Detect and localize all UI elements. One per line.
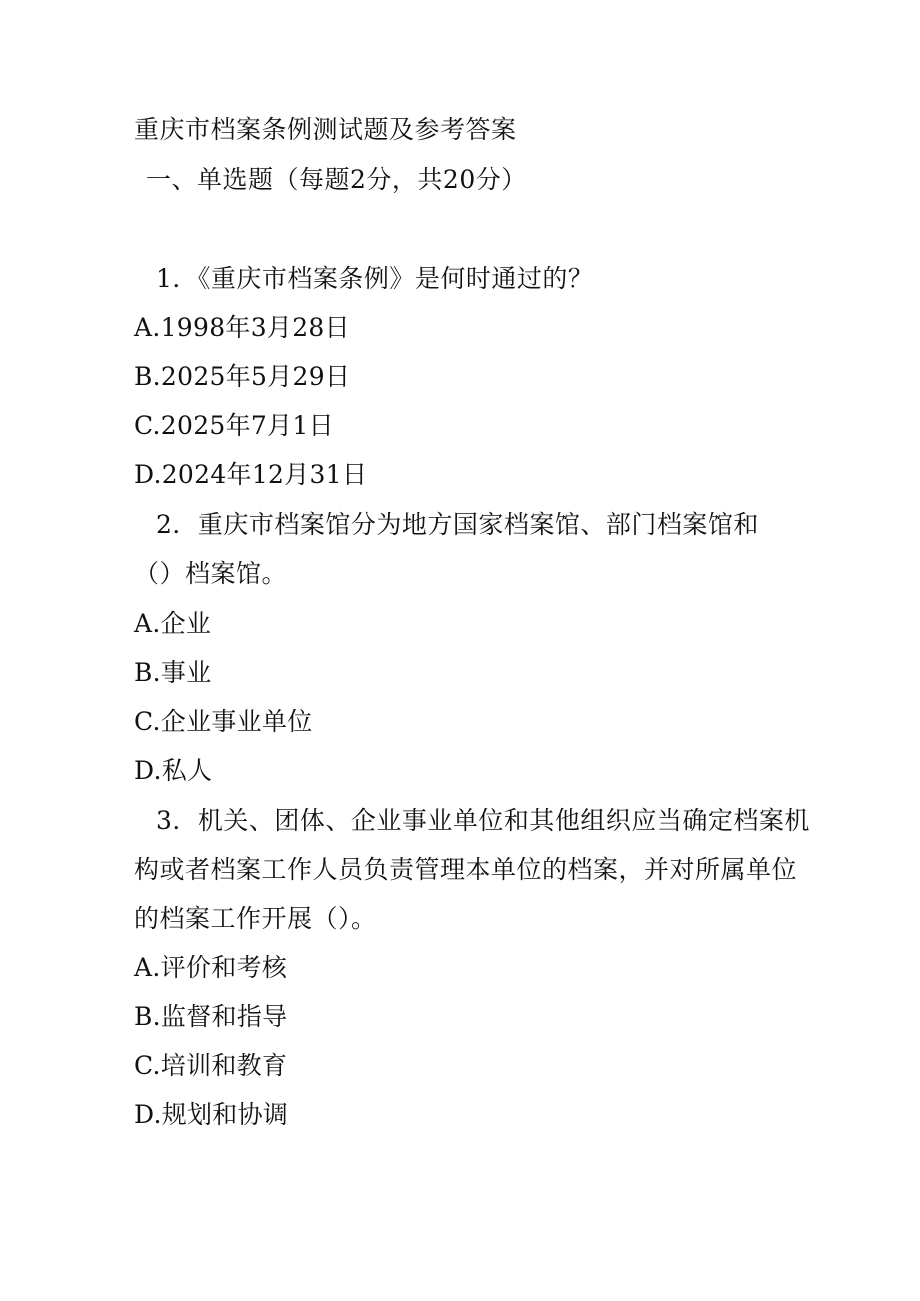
question-2-option-b: B.事业 (134, 658, 212, 687)
question-3-option-a: A.评价和考核 (134, 953, 288, 982)
section-heading: 一、单选题（每题2分，共20分） (146, 165, 527, 194)
question-3-text-line-1: 3．机关、团体、企业事业单位和其他组织应当确定档案机 (156, 806, 810, 835)
question-1-option-c: C.2025年7月1日 (134, 411, 334, 440)
question-2-text-line-2: （）档案馆。 (134, 559, 288, 588)
question-3-option-d: D.规划和协调 (134, 1100, 289, 1129)
question-2-option-a: A.企业 (134, 609, 212, 638)
question-1-option-d: D.2024年12月31日 (134, 460, 368, 489)
question-2-option-d: D.私人 (134, 756, 213, 785)
question-3-text-line-2: 构或者档案工作人员负责管理本单位的档案，并对所属单位 (134, 855, 798, 884)
document-title: 重庆市档案条例测试题及参考答案 (134, 115, 517, 144)
question-1-text: 1．《重庆市档案条例》是何时通过的？ (156, 264, 594, 293)
question-3-option-c: C.培训和教育 (134, 1051, 288, 1080)
question-2-text-line-1: 2．重庆市档案馆分为地方国家档案馆、部门档案馆和 (156, 510, 759, 539)
question-1-option-a: A.1998年3月28日 (134, 313, 350, 342)
question-3-text-line-3: 的档案工作开展（）。 (134, 904, 377, 933)
question-2-option-c: C.企业事业单位 (134, 707, 313, 736)
question-3-option-b: B.监督和指导 (134, 1002, 288, 1031)
question-1-option-b: B.2025年5月29日 (134, 362, 351, 391)
